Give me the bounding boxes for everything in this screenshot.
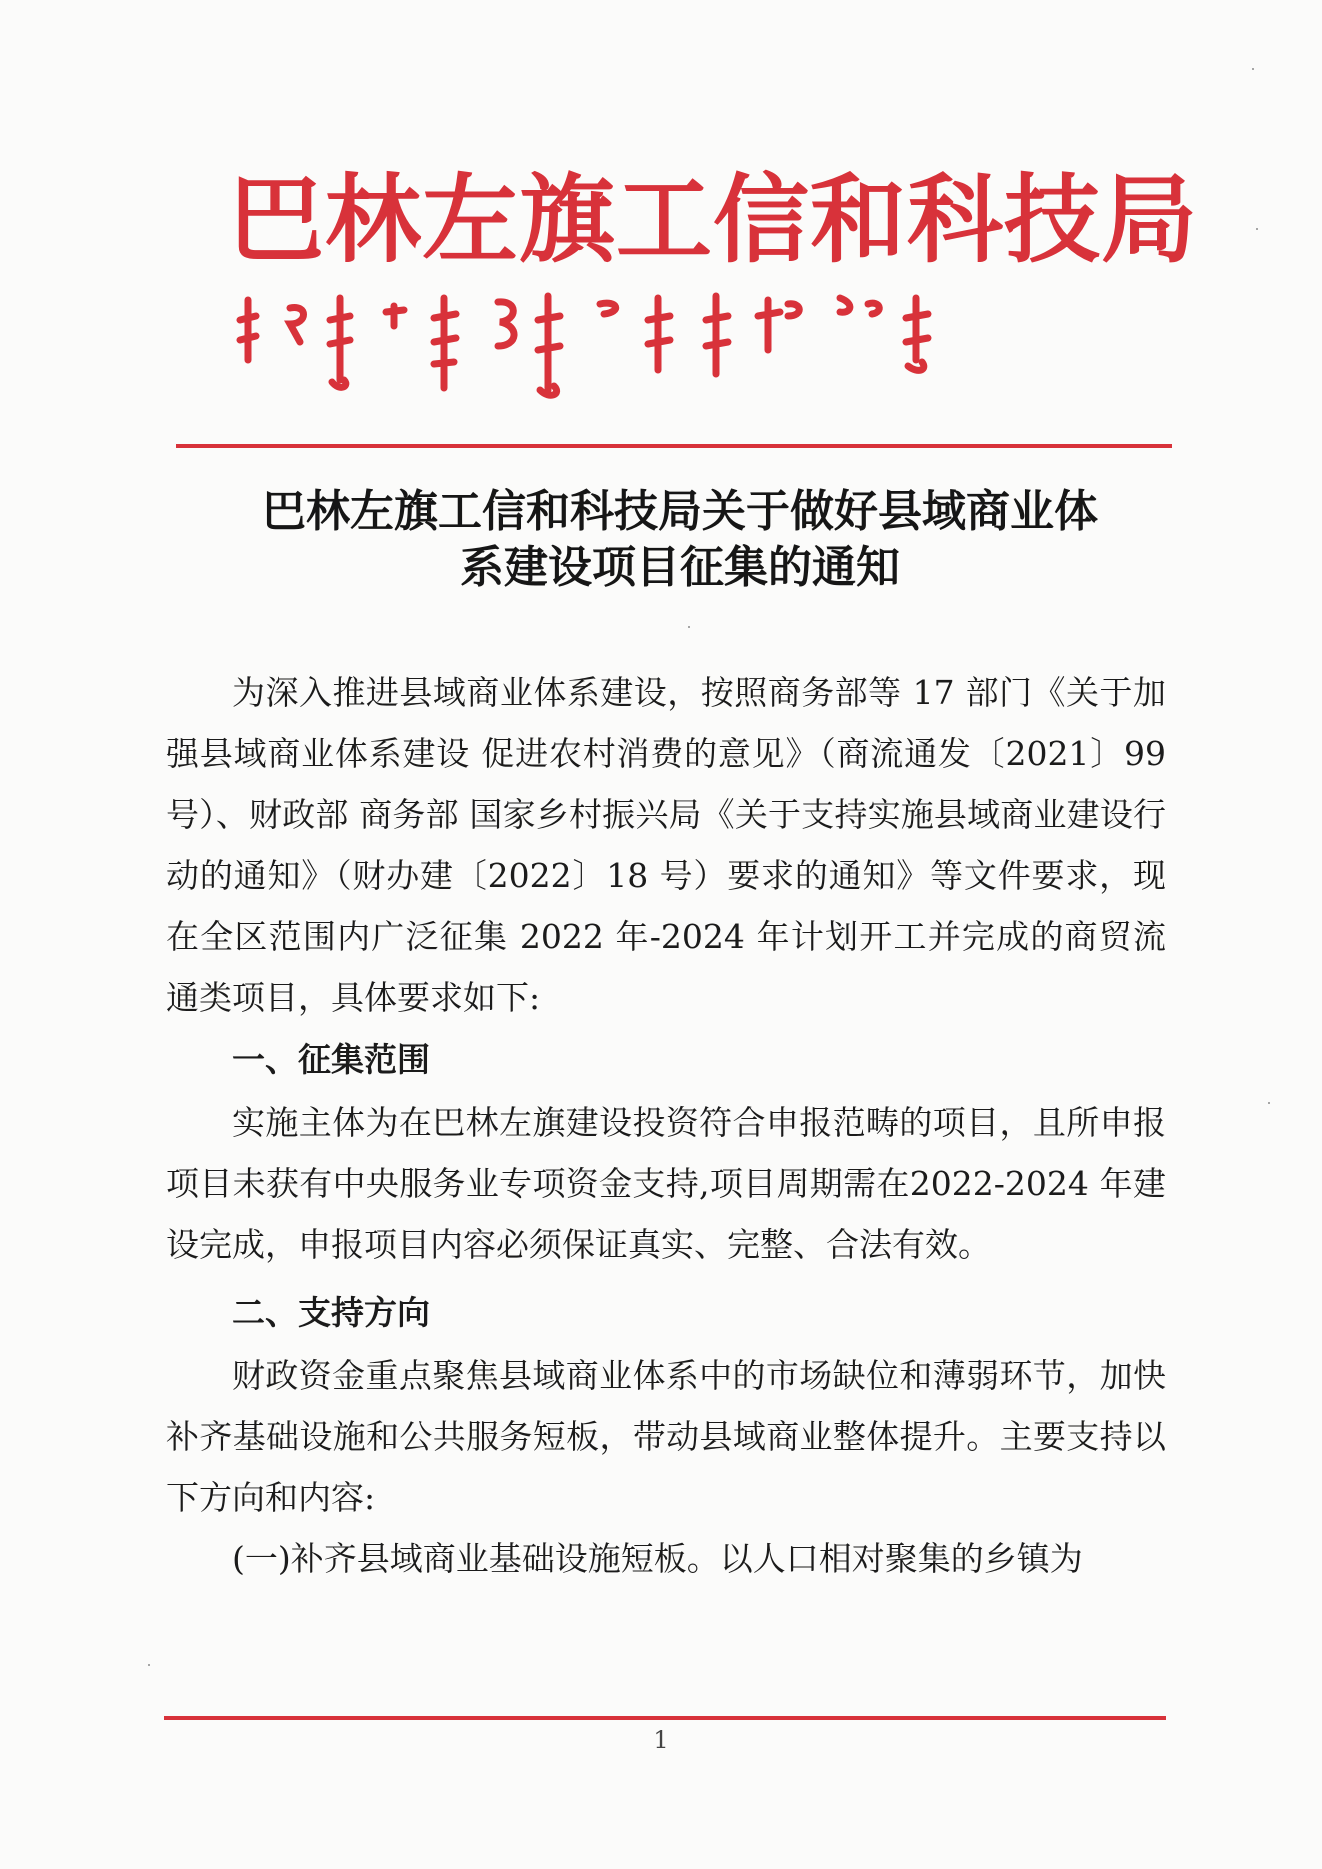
- notice-title-line-1: 巴林左旗工信和科技局关于做好县域商业体: [262, 486, 1098, 537]
- scan-speck: [1252, 68, 1254, 70]
- body-paragraph-scope: 实施主体为在巴林左旗建设投资符合申报范畴的项目，且所申报项目未获有中央服务业专项资金支持,项目周期需在2022-2024 年建设完成，申报项目内容必须保证真实、完整、合法有效。: [166, 1103, 1166, 1264]
- letterhead-org-name: 巴林左旗工信和科技局: [228, 163, 1198, 276]
- page-number: 1: [653, 1726, 669, 1754]
- notice-title-line-2: 系建设项目征集的通知: [460, 542, 900, 593]
- footer-red-rule: [164, 1716, 1166, 1720]
- letterhead-red-rule: [176, 444, 1172, 448]
- body-paragraph-item-1: (一)补齐县域商业基础设施短板。以人口相对聚集的乡镇为: [232, 1539, 1083, 1578]
- notice-title: [200, 484, 1160, 596]
- scan-speck: [1256, 228, 1258, 230]
- section-heading-scope: 一、征集范围: [232, 1040, 430, 1079]
- mongolian-script-graphic: [228, 290, 1128, 410]
- body-paragraph-intro: 为深入推进县域商业体系建设，按照商务部等 17 部门《关于加强县域商业体系建设 促进农村消费的意见》（商流通发〔2021〕99 号）、财政部 商务部 国家乡村振兴局《关于支持实施县域商业建设行动的通知》（财办建〔2022〕18 号）要求的通知》等文件要求，现在全区范围内广泛征集 2022 年-2024 年计划开工并完成的商贸流通类项目，具体要求如下:: [166, 673, 1166, 1017]
- section-heading-support-direction: 二、支持方向: [232, 1293, 430, 1332]
- scan-speck: [148, 1664, 150, 1666]
- notice-body: [166, 662, 1166, 1589]
- scan-speck: [1268, 1102, 1270, 1104]
- body-paragraph-support-direction: 财政资金重点聚焦县域商业体系中的市场缺位和薄弱环节，加快补齐基础设施和公共服务短板，带动县域商业整体提升。主要支持以下方向和内容:: [166, 1356, 1166, 1517]
- letterhead-mongolian-script: [228, 290, 1128, 410]
- scan-speck: [688, 626, 690, 628]
